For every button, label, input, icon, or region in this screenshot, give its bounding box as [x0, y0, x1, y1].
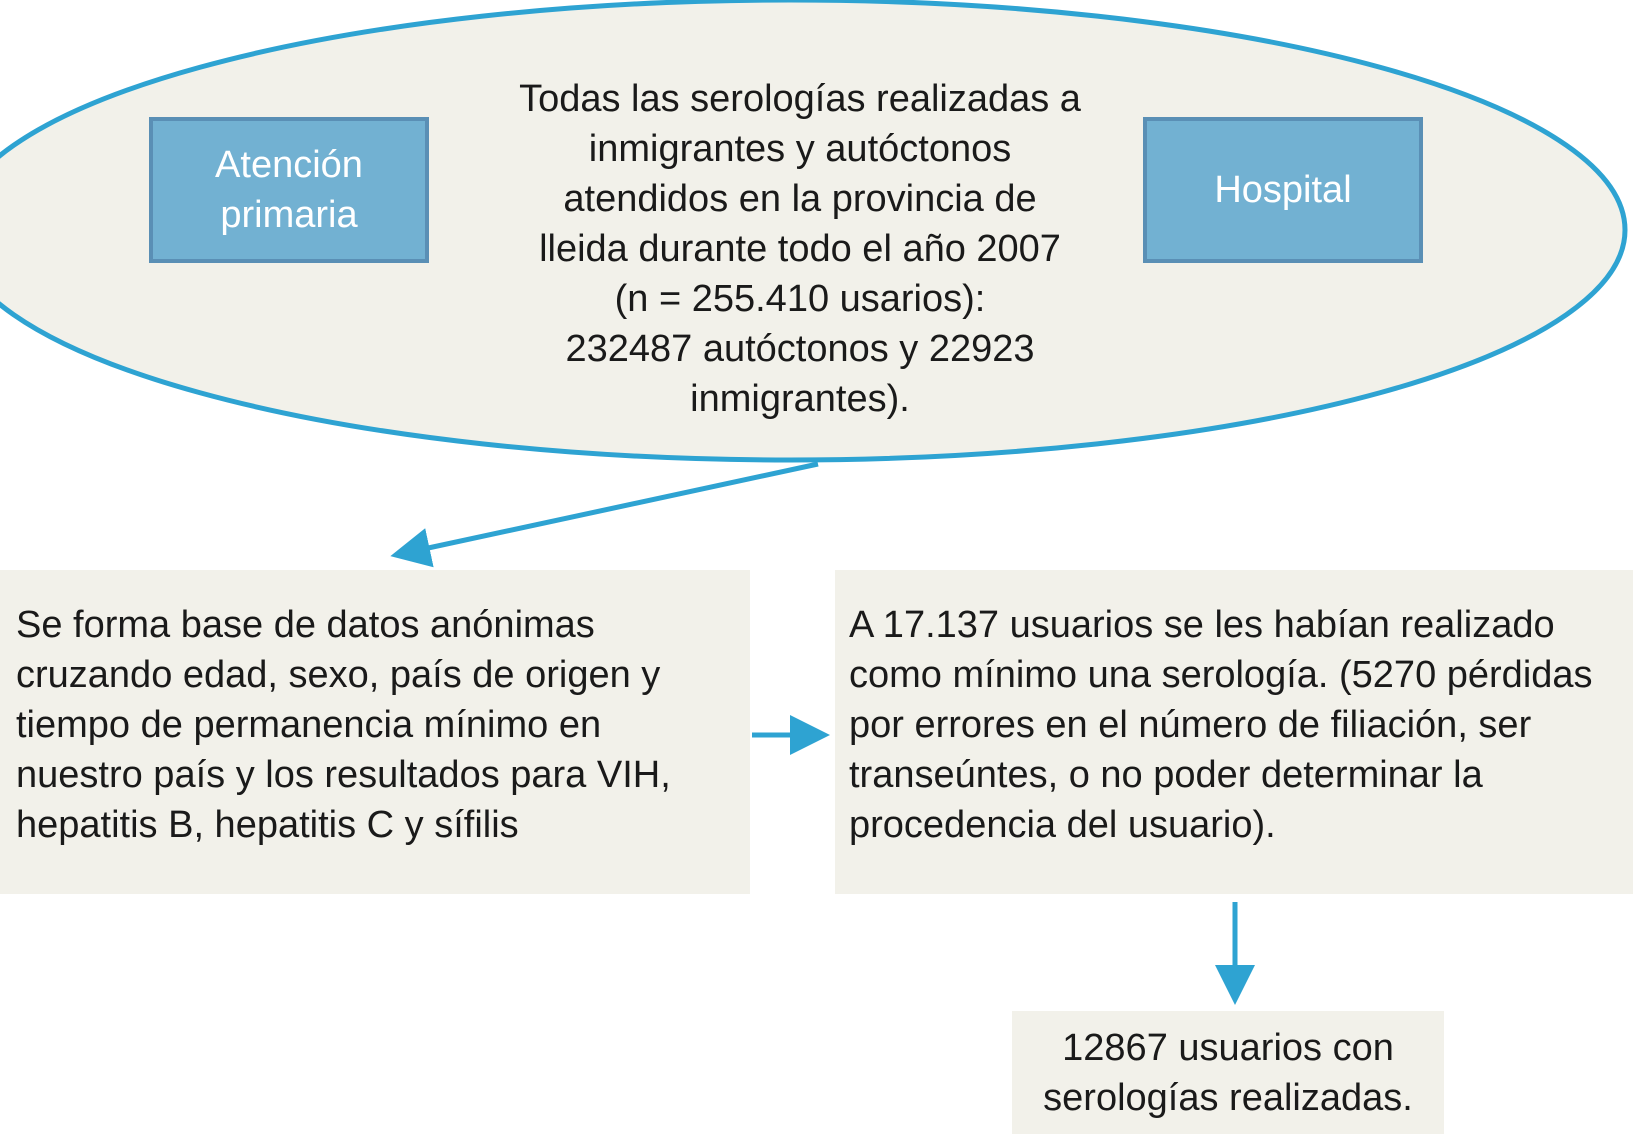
- database-step-box: Se forma base de datos anónimas cruzando edad, sexo, país de origen y tiempo de permanencia mínimo en nuestro país y los resultados para VIH, hepatitis B, hepatitis C y sífilis: [0, 570, 750, 894]
- users-tested-step-box: A 17.137 usuarios se les habían realizado como mínimo una serología. (5270 pérdidas por errores en el número de filiación, ser transeúntes, o no poder determinar la procedencia del usuario).: [835, 570, 1633, 894]
- population-description: Todas las serologías realizadas a inmigrantes y autóctonos atendidos en la provincia de lleida durante todo el año 2007 (n = 255.410 usarios): 232487 autóctonos y 22923 inmigrantes).: [519, 78, 1081, 420]
- arrow-ellipse-to-database: [405, 464, 818, 553]
- primary-care-box: Atención primaria: [149, 117, 429, 263]
- final-result-box: 12867 usuarios con serologías realizadas.: [1012, 1011, 1444, 1134]
- hospital-box: Hospital: [1143, 117, 1423, 263]
